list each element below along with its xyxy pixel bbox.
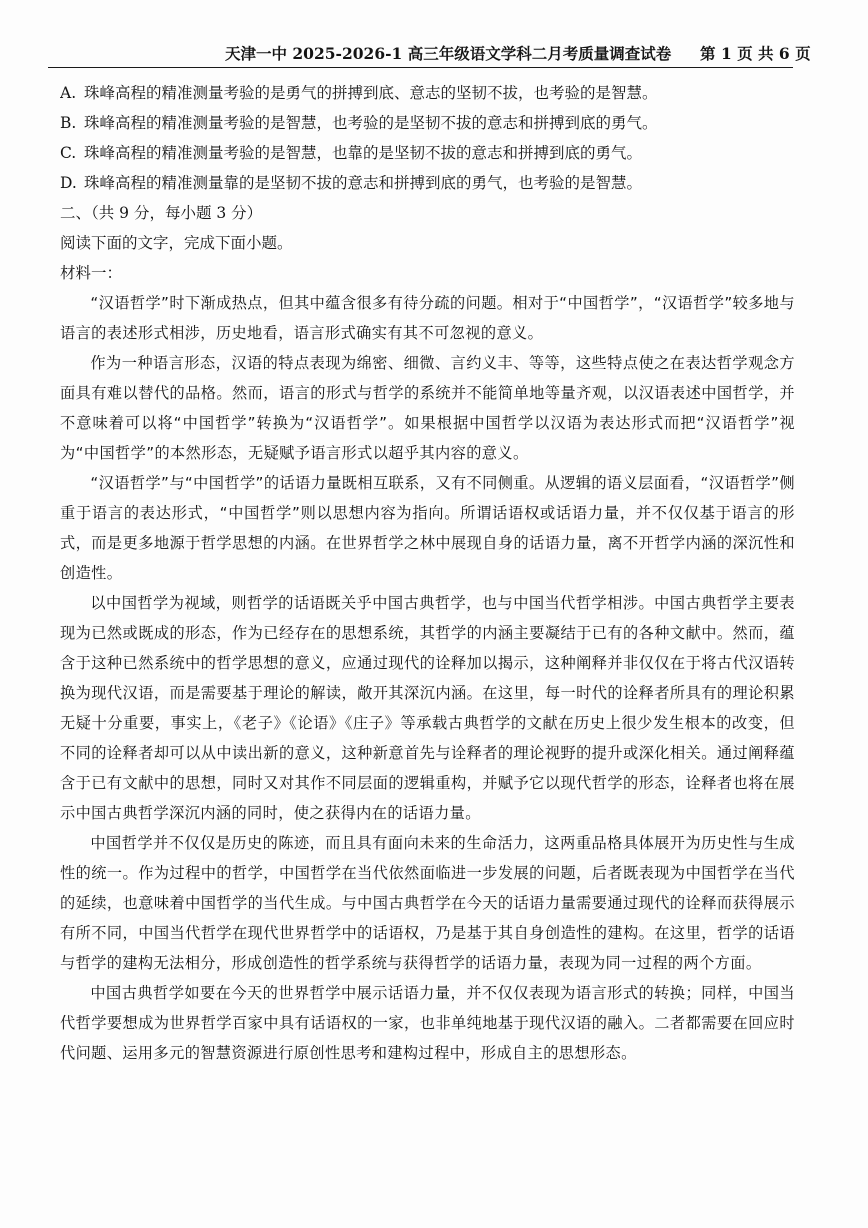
option-letter: A. [60,84,77,102]
page-header [225,42,811,64]
paragraph-6: 中国古典哲学如要在今天的世界哲学中展示话语力量，并不仅仅表现为语言形式的转换；同样，中国当代哲学要想成为世界哲学百家中具有话语权的一家，也非单纯地基于现代汉语的融入。二者都需要在回应时代问题、运用多元的智慧资源进行原创性思考和建构过程中，形成自主的思想形态。 [60,984,795,1062]
paragraph-1: “汉语哲学”时下渐成热点，但其中蕴含很多有待分疏的问题。相对于“中国哲学”，“汉语哲学”较多地与语言的表述形式相涉，历史地看，语言形式确实有其不可忽视的意义。 [60,294,795,342]
page-number: 第 1 页 共 6 页 [700,44,811,63]
section-heading: 二、（共 9 分，每小题 3 分） [60,204,263,222]
material-label: 材料一： [60,264,123,282]
option-text: 珠峰高程的精准测量考验的是智慧，也考验的是坚韧不拔的意志和拼搏到底的勇气。 [84,114,658,132]
option-a [60,78,795,108]
option-c [60,138,795,168]
header-rule [48,67,793,68]
option-text: 珠峰高程的精准测量靠的是坚韧不拔的意志和拼搏到底的勇气，也考验的是智慧。 [84,174,643,192]
section-instruction: 阅读下面的文字，完成下面小题。 [60,234,293,252]
option-letter: C. [60,144,77,162]
option-b [60,108,795,138]
paragraph-4: 以中国哲学为视域，则哲学的话语既关乎中国古典哲学，也与中国当代哲学相涉。中国古典哲学主要表现为已然或既成的形态，作为已经存在的思想系统，其哲学的内涵主要凝结于已有的各种文献中。然而，蕴含于这种已然系统中的哲学思想的意义，应通过现代的诠释加以揭示，这种阐释并非仅仅在于将古代汉语转换为现代汉语，而是需要基于理论的解读，敞开其深沉内涵。在这里，每一时代的诠释者所具有的理论积累无疑十分重要，事实上，《老子》《论语》《庄子》等承载古典哲学的文献在历史上很少发生根本的改变，但不同的诠释者却可以从中读出新的意义，这种新意首先与诠释者的理论视野的提升或深化相关。通过阐释蕴含于已有文献中的思想，同时又对其作不同层面的逻辑重构，并赋予它以现代哲学的形态，诠释者也将在展示中国古典哲学深沉内涵的同时，使之获得内在的话语力量。 [60,594,795,822]
paragraph-5: 中国哲学并不仅仅是历史的陈迹，而且具有面向未来的生命活力，这两重品格具体展开为历史性与生成性的统一。作为过程中的哲学，中国哲学在当代依然面临进一步发展的问题，后者既表现为中国哲学在当代的延续，也意味着中国哲学的当代生成。与中国古典哲学在今天的话语力量需要通过现代的诠释而获得展示有所不同，中国当代哲学在现代世界哲学中的话语权，乃是基于其自身创造性的建构。在这里，哲学的话语与哲学的建构无法相分，形成创造性的哲学系统与获得哲学的话语力量，表现为同一过程的两个方面。 [60,834,795,972]
option-text: 珠峰高程的精准测量考验的是智慧，也靠的是坚韧不拔的意志和拼搏到底的勇气。 [84,144,643,162]
paragraph-3: “汉语哲学”与“中国哲学”的话语力量既相互联系，又有不同侧重。从逻辑的语义层面看，“汉语哲学”侧重于语言的表达形式，“中国哲学”则以思想内容为指向。所谓话语权或话语力量，并不仅仅基于语言的形式，而是更多地源于哲学思想的内涵。在世界哲学之林中展现自身的话语力量，离不开哲学内涵的深沉性和创造性。 [60,474,795,582]
option-text: 珠峰高程的精准测量考验的是勇气的拼搏到底、意志的坚韧不拔，也考验的是智慧。 [84,84,658,102]
paragraph-2: 作为一种语言形态，汉语的特点表现为绵密、细微、言约义丰、等等，这些特点使之在表达哲学观念方面具有难以替代的品格。然而，语言的形式与哲学的系统并不能简单地等量齐观，以汉语表述中国哲学，并不意味着可以将“中国哲学”转换为“汉语哲学”。如果根据中国哲学以汉语为表达形式而把“汉语哲学”视为“中国哲学”的本然形态，无疑赋予语言形式以超乎其内容的意义。 [60,354,795,462]
option-letter: B. [60,114,77,132]
exam-title: 天津一中 2025-2026-1 高三年级语文学科二月考质量调查试卷 [225,44,672,63]
page-content [60,78,795,1068]
option-letter: D. [60,174,77,192]
option-d [60,168,795,198]
